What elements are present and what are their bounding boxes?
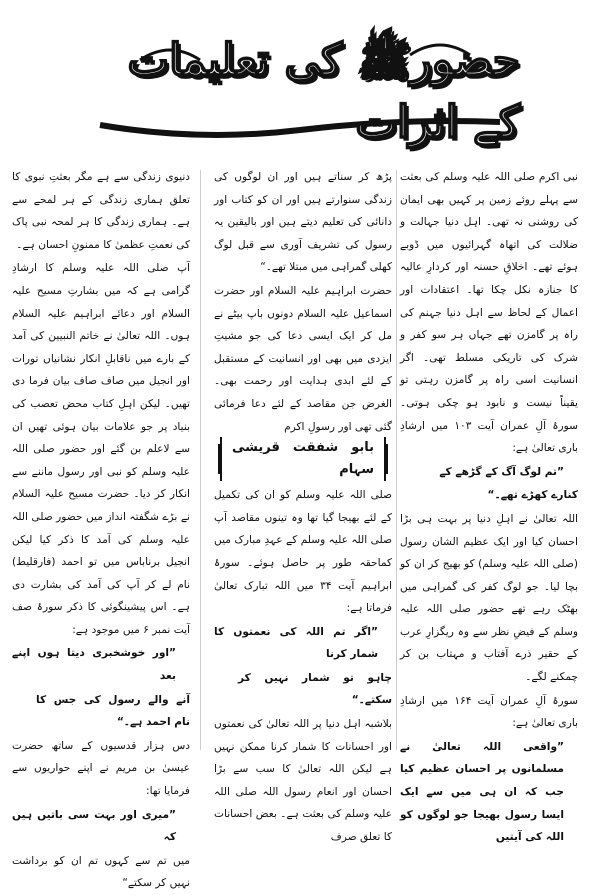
- quoted-verse: ”میری اور بہت سی باتیں ہیں کہ: [12, 808, 176, 844]
- quoted-verse: ”تم لوگ آگ کے گڑھے کے: [439, 465, 564, 478]
- paragraph: حضرت ابراہیم علیہ السلام اور حضرت اسماعیل علیہ السلام دونوں باپ بیٹے نے مل کر ایک ایسی دعا کی جو مشیتِ ایزدی میں بھی اور انسانیت کے مستقبل کے لئے ابدی ہدایت اور رحمت بھی۔ الغرض جن مقاصد کے لئے دعا فرمائی گئی تھی اور رسولِ اکرم: [214, 284, 392, 433]
- author-byline: بابو شفقت قریشی سہام: [220, 437, 386, 481]
- author-byline-box: [218, 440, 388, 478]
- paragraph: بلاشبہ اہل دنیا پر اللہ تعالیٰ کی نعمتوں اور احسانات کا شمار کرنا ممکن نہیں ہے لیکن اللہ تعالیٰ کا سب سے بڑا احسان اور انعام رسول اللہ صلی اللہ علیہ وسلم کی بعثت ہے۔ بعض احسانات کا تعلق صرف: [214, 718, 392, 844]
- paragraph: دنیوی زندگی سے ہے مگر بعثتِ نبوی کا تعلق ہماری زندگی کے ہر لمحے سے ہے۔ ہماری زندگی کا ہر لمحہ نبی پاک کی نعمتِ عظمیٰ کا ممنونِ احسان ہے۔: [12, 171, 190, 251]
- quoted-verse: چاہو تو شمار نہیں کر سکتے۔“: [238, 671, 392, 707]
- paragraph: پڑھ کر سناتے ہیں اور ان لوگوں کی زندگی سنوارتے ہیں اور ان کو کتاب اور دانائی کی تعلیم دیتے ہیں اور بالیقین یہ رسول کی تشریف آوری سے قبل لوگ کھلی گمراہی میں مبتلا تھے۔“: [214, 171, 392, 274]
- quoted-verse: میں تم سے کہوں تم ان کو برداشت نہیں کر سکتے“: [12, 854, 190, 890]
- headline-title: حضورﷺ کی تعلیمات کے اثرات: [127, 34, 520, 148]
- quoted-verse: ”واقعی اللہ تعالیٰ نے مسلمانوں پر احسان عظیم کیا جب کہ ان ہی میں سے ایک ایسا رسول بھیجا جو لوگوں کو اللہ کی آیتیں: [400, 740, 564, 844]
- paragraph: آپ صلی اللہ علیہ وسلم کا ارشادِ گرامی ہے کہ میں بشارتِ مسیح علیہ السلام اور دعائے ابراہیم علیہ السلام ہوں۔ اللہ تعالیٰ نے خاتم النبیین کی آمد کے بارے میں ناقابلِ انکار نشانیاں تورات اور انجیل میں صاف صاف بیان فرما دی تھیں۔ لیکن اہلِ کتاب محض تعصب کی بنیاد پر جو علامات بیان ہوئی تھیں ان سے لاعلم بن گئے اور حضور صلی اللہ علیہ وسلم کو نبی اور رسول ماننے سے انکار کر دیا۔ حضرت مسیح علیہ السلام نے بڑے شگفتہ انداز میں حضور صلی اللہ علیہ وسلم کی آمد کا ذکر کیا لیکن انجیل برناباس میں تو احمد (فارقلیط) نام لے کر آپ کی آمد کی بشارت دی ہے۔ اس پیشینگوئی کا ذکر سورۂ صف آیت نمبر ۶ میں موجود ہے:: [12, 262, 190, 636]
- column-middle: [214, 166, 393, 844]
- quoted-verse: کنارے کھڑے تھے۔“: [487, 489, 578, 502]
- paragraph: صلی اللہ علیہ وسلم کو ان کی تکمیل کے لئے بھیجا گیا تھا وہ تینوں مقاصد آپ صلی اللہ علیہ وسلم کے عہدِ مبارک میں کماحقہ طور پر حاصل ہوئے۔ سورۂ ابراہیم آیت ۳۴ میں اللہ تبارک تعالیٰ فرماتا ہے:: [214, 489, 393, 615]
- paragraph: دس ہزار قدسیوں کے ساتھ حضرت عیسیٰ بن مریم نے اپنے حواریوں سے فرمایا تھا:: [12, 739, 190, 798]
- headline-banner: [80, 30, 520, 150]
- paragraph: اللہ تعالیٰ نے اہلِ دنیا پر بہت ہی بڑا احسان کیا اور ایک عظیم الشان رسول (صلی اللہ علیہ وسلم) کو بھیج کر ان کو بچا لیا۔ جو لوگ کفر کی گمراہی میں بھٹک رہے تھے حضور صلی اللہ علیہ وسلم کے فیضِ نظر سے وہ ریگزارِ عرب کے حقیر ذرے آفتاب و مہتاب بن کر چمکنے لگے۔: [400, 512, 578, 684]
- quoted-verse: آنے والے رسول کی جس کا نام احمد ہے۔“: [36, 693, 190, 729]
- paragraph: نبی اکرم صلی اللہ علیہ وسلم کی بعثت سے پہلے روئے زمین پر کہیں بھی ایمان کی روشنی نہ تھی۔ اہل دنیا جہالت و ضلالت کی اتھاہ گہرائیوں میں ڈوبے ہوئے تھے۔ اخلاقِ حسنہ اور کردارِ عالیہ کا جنازہ نکل چکا تھا۔ اعتقادات اور اعمال کے لحاظ سے اہل دنیا جہنم کی راہ پر گامزن تھے جہاں ہر سو کفر و شرک کی تاریکی مسلط تھی۔ اگر انسانیت اسی راہ پر گامزن رہتی تو یقیناً نیست و نابود ہو چکی ہوتی۔ سورۂ آلِ عمران آیت ۱۰۳ میں ارشادِ باری تعالیٰ ہے:: [400, 171, 578, 455]
- paragraph: سورۂ آلِ عمران آیت ۱۶۴ میں ارشادِ باری تعالیٰ ہے:: [400, 694, 578, 730]
- column-divider: [200, 170, 201, 750]
- column-right: [400, 166, 578, 844]
- column-left: [12, 166, 190, 890]
- quoted-verse: ”اگر تم اللہ کی نعمتوں کا شمار کرنا: [214, 625, 378, 661]
- column-divider: [396, 170, 397, 750]
- quoted-verse: ”اور خوشخبری دیتا ہوں اپنے بعد: [12, 647, 176, 683]
